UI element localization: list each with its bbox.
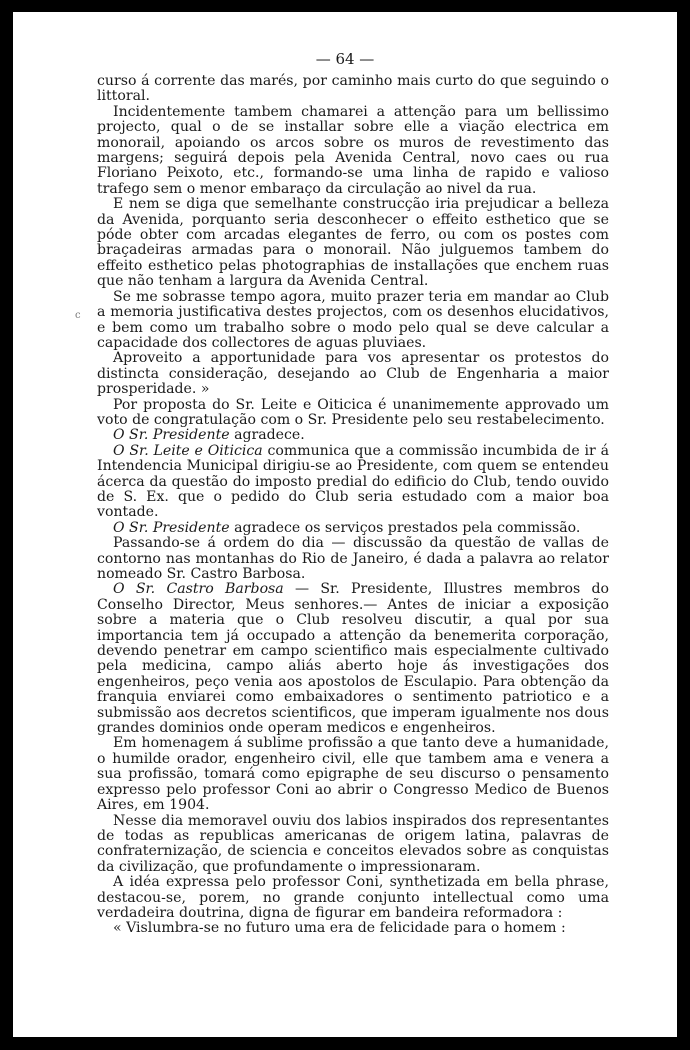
paragraph: A idéa expressa pelo professor Coni, synthetizada em bella phrase, destacou-se, porem, no grande conjunto intellectual como uma verdadeira doutrina, digna de figurar em bandeira reformadora : [97, 874, 609, 921]
speaker-name: O Sr. Leite e Oiticica [113, 442, 263, 459]
paragraph: Em homenagem á sublime profissão a que tanto deve a humanidade, o humilde orador, engenheiro civil, elle que tambem ama e venera a sua profissão, tomará como epigraphe de seu discurso o pensamento expresso pelo professor Coni ao abrir o Congresso Medico de Buenos Aires, em 1904. [97, 735, 609, 814]
paragraph: Passando-se á ordem do dia — discussão da questão de vallas de contorno nas montanhas do Rio de Janeiro, é dada a palavra ao relator nomeado Sr. Castro Barbosa. [97, 535, 609, 582]
page-number: — 64 — [315, 50, 375, 68]
body-text [97, 74, 609, 937]
paragraph: O Sr. Presidente agradece os serviços prestados pela commissão. [113, 519, 581, 536]
margin-mark: c [75, 310, 81, 321]
paragraph: O Sr. Castro Barbosa — Sr. Presidente, Illustres membros do Conselho Director, Meus senhores.— Antes de iniciar a exposição sobre a materia que o Club resolveu discutir, a qual por sua importancia tem já occupado a attenção da benemerita corporação, devendo penetrar em campo scientifico mais especialmente cultivado pela medicina, campo aliás aberto hoje ás investigações dos engenheiros, peço venia aos apostolos de Esculapio. Para obtenção da franquia enviarei como embaixadores o sentimento patriotico e a submissão aos decretos scientificos, que imperam igualmente nos dous grandes dominios onde operam medicos e engenheiros. [97, 581, 609, 737]
paragraph: Se me sobrasse tempo agora, muito prazer teria em mandar ao Club a memoria justificativa destes projectos, com os desenhos elucidativos, e bem como um trabalho sobre o modo pelo qual se deve calcular a capacidade dos collectores de aguas pluviaes. [97, 288, 609, 351]
speaker-name: O Sr. Presidente [113, 427, 230, 444]
paragraph: Aproveito a apportunidade para vos apresentar os protestos do distincta consideração, desejando ao Club de Engenharia a maior prosperidade. » [97, 350, 609, 398]
paragraph: curso á corrente das marés, por caminho mais curto do que seguindo o littoral. [97, 73, 609, 105]
paragraph: O Sr. Presidente agradece. [113, 427, 305, 444]
paragraph: O Sr. Leite e Oiticica communica que a commissão incumbida de ir á Intendencia Municipal dirigiu-se ao Presidente, com quem se entendeu ácerca da questão do imposto predial do edificio do Club, tendo ouvido de S. Ex. que o pedido do Club seria estudado com a maior boa vontade. [97, 442, 609, 521]
paragraph: Nesse dia memoravel ouviu dos labios inspirados dos representantes de todas as republicas americanas de origem latina, palavras de confraternização, de sciencia e conceitos elevados sobre as conquistas da civilização, que profundamente o impressionaram. [97, 812, 609, 875]
speaker-name: O Sr. Presidente [113, 519, 230, 536]
paragraph: « Vislumbra-se no futuro uma era de felicidade para o homem : [113, 920, 566, 937]
document-page [13, 12, 677, 1037]
paragraph: Por proposta do Sr. Leite e Oiticica é unanimemente approvado um voto de congratulação com o Sr. Presidente pelo seu restabelecimento. [97, 396, 609, 428]
speaker-name: O Sr. Castro Barbosa [113, 581, 284, 598]
paragraph: E nem se diga que semelhante construcção iria prejudicar a belleza da Avenida, porquanto seria desconhecer o effeito esthetico que se póde obter com arcadas elegantes de ferro, ou com os postes com braçadeiras armadas para o monorail. Não julguemos tambem do effeito esthetico pelas photographias de installações que enchem ruas que não tenham a largura da Avenida Central. [97, 196, 609, 290]
paragraph: Incidentemente tambem chamarei a attenção para um bellissimo projecto, qual o de se installar sobre elle a viação electrica em monorail, apoiando os arcos sobre os muros de revestimento das margens; seguirá depois pela Avenida Central, novo caes ou rua Floriano Peixoto, etc., formando-se uma linha de rapido e valioso trafego sem o menor embaraço da circulação ao nivel da rua. [97, 103, 609, 197]
